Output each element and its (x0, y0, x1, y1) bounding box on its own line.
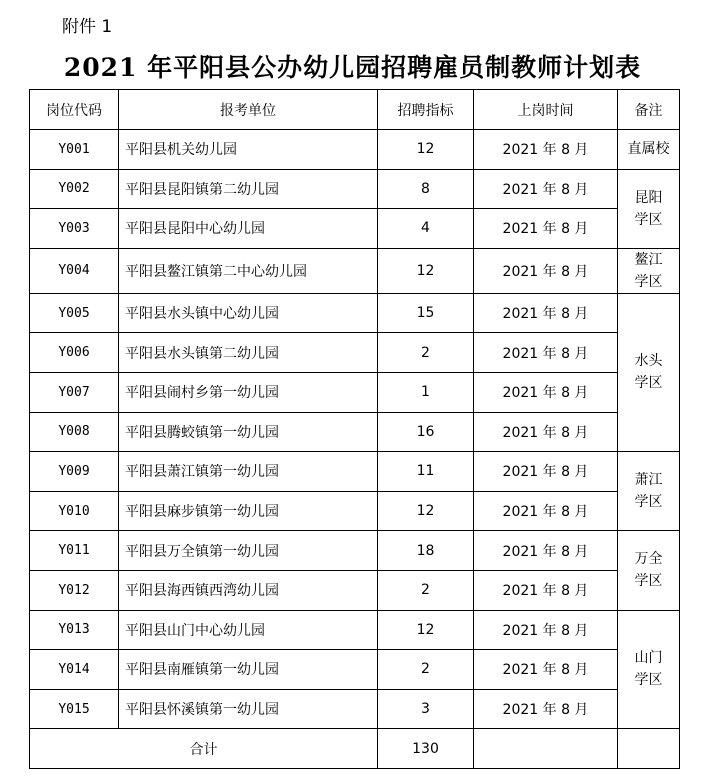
cell-unit: 平阳县萧江镇第一幼儿园 (119, 452, 378, 492)
cell-start: 2021 年 8 月 (474, 412, 618, 452)
cell-start: 2021 年 8 月 (474, 209, 618, 249)
table-row (30, 531, 680, 571)
cell-code: Y011 (30, 531, 119, 571)
cell-unit: 平阳县机关幼儿园 (119, 130, 378, 170)
cell-start: 2021 年 8 月 (474, 570, 618, 610)
cell-unit: 平阳县闹村乡第一幼儿园 (119, 372, 378, 412)
total-empty-cell (618, 729, 680, 769)
table-row (30, 610, 680, 650)
cell-code: Y009 (30, 452, 119, 492)
cell-unit: 平阳县怀溪镇第一幼儿园 (119, 689, 378, 729)
cell-code: Y010 (30, 491, 119, 531)
note-line: 学区 (634, 375, 663, 392)
cell-quota: 3 (378, 689, 474, 729)
cell-code: Y006 (30, 333, 119, 373)
cell-note (618, 531, 680, 610)
table-header-row (30, 90, 680, 130)
cell-start: 2021 年 8 月 (474, 169, 618, 209)
table-row (30, 570, 680, 610)
cell-quota: 12 (378, 130, 474, 170)
cell-code: Y007 (30, 372, 119, 412)
recruitment-plan-table (29, 89, 680, 769)
cell-quota: 15 (378, 293, 474, 333)
note-line: 萧江 (634, 472, 663, 489)
cell-code: Y008 (30, 412, 119, 452)
table-row (30, 689, 680, 729)
cell-start: 2021 年 8 月 (474, 248, 618, 293)
cell-note (618, 610, 680, 729)
total-value: 130 (378, 729, 474, 769)
header-quota: 招聘指标 (378, 90, 474, 130)
cell-quota: 2 (378, 570, 474, 610)
cell-unit: 平阳县腾蛟镇第一幼儿园 (119, 412, 378, 452)
cell-code: Y013 (30, 610, 119, 650)
cell-code: Y014 (30, 650, 119, 690)
header-unit: 报考单位 (119, 90, 378, 130)
header-start: 上岗时间 (474, 90, 618, 130)
cell-note: 直属校 (618, 130, 680, 170)
cell-start: 2021 年 8 月 (474, 333, 618, 373)
cell-start: 2021 年 8 月 (474, 452, 618, 492)
note-line: 山门 (634, 650, 663, 667)
table-row (30, 650, 680, 690)
header-note: 备注 (618, 90, 680, 130)
cell-note (618, 248, 680, 293)
cell-start: 2021 年 8 月 (474, 689, 618, 729)
cell-quota: 11 (378, 452, 474, 492)
cell-quota: 18 (378, 531, 474, 571)
note-line: 学区 (634, 573, 663, 590)
cell-quota: 1 (378, 372, 474, 412)
cell-code: Y004 (30, 248, 119, 293)
table-row (30, 169, 680, 209)
table-row (30, 130, 680, 170)
cell-quota: 12 (378, 610, 474, 650)
cell-code: Y001 (30, 130, 119, 170)
note-line: 万全 (634, 551, 663, 568)
table-row (30, 372, 680, 412)
cell-start: 2021 年 8 月 (474, 372, 618, 412)
cell-note (618, 169, 680, 248)
cell-start: 2021 年 8 月 (474, 531, 618, 571)
cell-unit: 平阳县昆阳镇第二幼儿园 (119, 169, 378, 209)
table-row (30, 209, 680, 249)
note-line: 学区 (634, 494, 663, 511)
cell-start: 2021 年 8 月 (474, 293, 618, 333)
cell-unit: 平阳县海西镇西湾幼儿园 (119, 570, 378, 610)
cell-code: Y003 (30, 209, 119, 249)
note-line: 学区 (634, 211, 663, 228)
cell-unit: 平阳县水头镇第二幼儿园 (119, 333, 378, 373)
table-row (30, 412, 680, 452)
cell-unit: 平阳县山门中心幼儿园 (119, 610, 378, 650)
cell-unit: 平阳县水头镇中心幼儿园 (119, 293, 378, 333)
cell-quota: 12 (378, 248, 474, 293)
cell-start: 2021 年 8 月 (474, 130, 618, 170)
table-row (30, 452, 680, 492)
cell-unit: 平阳县万全镇第一幼儿园 (119, 531, 378, 571)
cell-unit: 平阳县南雁镇第一幼儿园 (119, 650, 378, 690)
cell-start: 2021 年 8 月 (474, 610, 618, 650)
attachment-label: 附件 1 (62, 17, 113, 37)
note-line: 昆阳 (634, 189, 663, 206)
note-line: 学区 (634, 273, 663, 290)
cell-quota: 2 (378, 650, 474, 690)
cell-unit: 平阳县鳌江镇第二中心幼儿园 (119, 248, 378, 293)
note-line: 学区 (634, 672, 663, 689)
cell-quota: 2 (378, 333, 474, 373)
cell-unit: 平阳县麻步镇第一幼儿园 (119, 491, 378, 531)
table-row (30, 333, 680, 373)
total-label: 合计 (30, 729, 378, 769)
total-empty-cell (474, 729, 618, 769)
cell-code: Y015 (30, 689, 119, 729)
note-line: 水头 (634, 353, 663, 370)
cell-unit: 平阳县昆阳中心幼儿园 (119, 209, 378, 249)
page-title: 2021 年平阳县公办幼儿园招聘雇员制教师计划表 (63, 53, 642, 82)
cell-code: Y005 (30, 293, 119, 333)
total-row (30, 729, 680, 769)
cell-code: Y002 (30, 169, 119, 209)
table-row (30, 491, 680, 531)
cell-start: 2021 年 8 月 (474, 491, 618, 531)
cell-quota: 16 (378, 412, 474, 452)
table-row (30, 293, 680, 333)
cell-quota: 12 (378, 491, 474, 531)
cell-note (618, 452, 680, 531)
cell-quota: 4 (378, 209, 474, 249)
header-code: 岗位代码 (30, 90, 119, 130)
cell-note (618, 293, 680, 451)
cell-start: 2021 年 8 月 (474, 650, 618, 690)
cell-code: Y012 (30, 570, 119, 610)
cell-quota: 8 (378, 169, 474, 209)
table-row (30, 248, 680, 293)
note-line: 鳌江 (634, 251, 663, 268)
